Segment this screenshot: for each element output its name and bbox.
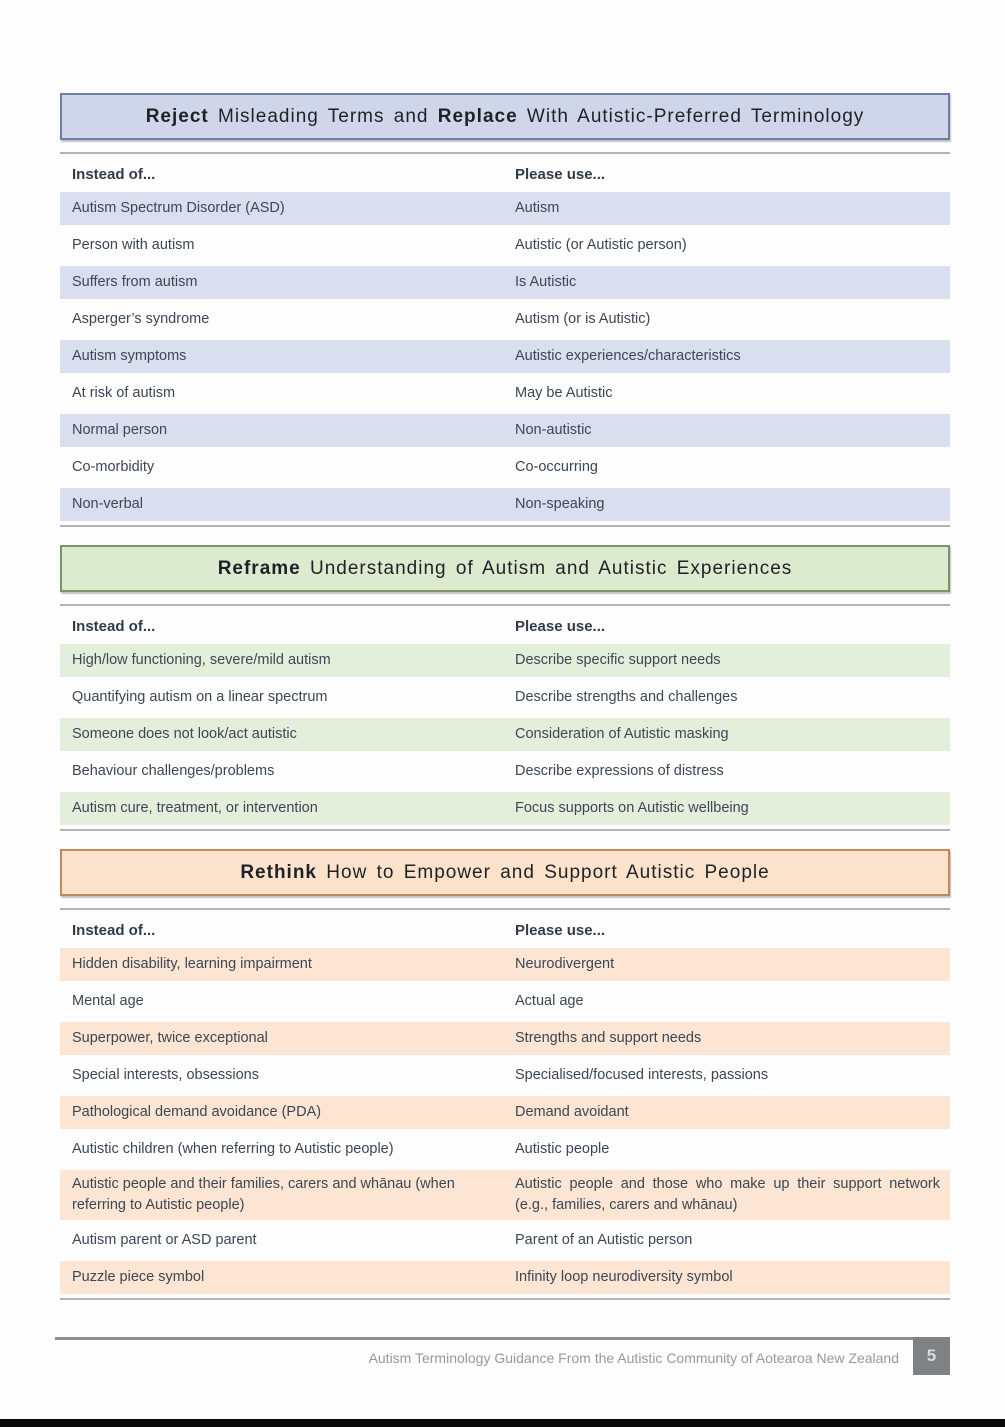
table-row [60,451,950,484]
sections-container [60,93,950,1300]
table-row [60,414,950,447]
cell-instead-of: Behaviour challenges/problems [72,762,275,779]
table-bottom-rule [60,829,950,831]
cell-please-use: Describe expressions of distress [515,762,724,779]
table-row [60,644,950,677]
cell-please-use: Specialised/focused interests, passions [515,1066,769,1083]
table-column-headers [60,154,950,192]
section-reframe [60,545,950,831]
cell-instead-of: Asperger’s syndrome [72,310,210,327]
cell-instead-of: Non-verbal [72,495,143,512]
column-header-instead-of: Instead of... [72,166,156,183]
table-row [60,1261,950,1294]
column-header-instead-of: Instead of... [72,922,156,939]
table-rows [60,644,950,825]
cell-instead-of: Someone does not look/act autistic [72,725,297,742]
column-header-please-use: Please use... [515,618,606,635]
cell-instead-of: Autistic people and their families, carers and whānau (when referring to Autistic people) [72,1176,455,1214]
section-title: Rethink How to Empower and Support Autistic People [240,861,770,883]
table-row [60,792,950,825]
cell-please-use: Strengths and support needs [515,1029,702,1046]
cell-please-use: Non-autistic [515,421,592,438]
table-bottom-rule [60,525,950,527]
table-row [60,1096,950,1129]
cell-please-use: Autism (or is Autistic) [515,310,651,327]
section-rethink [60,849,950,1300]
cell-please-use: Infinity loop neurodiversity symbol [515,1269,733,1286]
cell-please-use: Autism [515,199,560,216]
cell-instead-of: Mental age [72,992,144,1009]
table-row [60,1022,950,1055]
cell-please-use: May be Autistic [515,384,613,401]
table-row [60,681,950,714]
cell-instead-of: Autistic children (when referring to Autistic people) [72,1140,394,1157]
column-header-instead-of: Instead of... [72,618,156,635]
table-row [60,718,950,751]
cell-instead-of: Pathological demand avoidance (PDA) [72,1103,322,1120]
section-reject [60,93,950,527]
cell-instead-of: Special interests, obsessions [72,1066,259,1083]
cell-instead-of: Autism Spectrum Disorder (ASD) [72,199,285,216]
cell-instead-of: Normal person [72,421,168,438]
cell-please-use: Co-occurring [515,458,598,475]
column-header-please-use: Please use... [515,922,606,939]
cell-instead-of: Quantifying autism on a linear spectrum [72,688,328,705]
table-row [60,266,950,299]
page-number-badge: 5 [913,1337,950,1375]
cell-instead-of: Hidden disability, learning impairment [72,955,312,972]
table-row [60,488,950,521]
cell-instead-of: Suffers from autism [72,273,198,290]
footer-text: Autism Terminology Guidance From the Autistic Community of Aotearoa New Zealand [368,1350,899,1366]
table-row [60,1059,950,1092]
table-column-headers [60,606,950,644]
cell-please-use: Parent of an Autistic person [515,1232,693,1249]
table-row [60,192,950,225]
table-rows [60,192,950,521]
cell-please-use: Neurodivergent [515,955,615,972]
cell-instead-of: Autism parent or ASD parent [72,1232,257,1249]
cell-please-use: Describe specific support needs [515,651,721,668]
cell-please-use: Autistic (or Autistic person) [515,236,687,253]
cell-instead-of: Superpower, twice exceptional [72,1029,268,1046]
table-row [60,985,950,1018]
cell-please-use: Describe strengths and challenges [515,688,738,705]
table-bottom-rule [60,1298,950,1300]
table-row [60,1133,950,1166]
bottom-bar [0,1419,1005,1427]
table-row [60,229,950,262]
section-header [60,93,950,140]
table-row [60,303,950,336]
column-header-please-use: Please use... [515,166,606,183]
table-row [60,948,950,981]
table-column-headers [60,910,950,948]
table-rows [60,948,950,1294]
section-header [60,849,950,896]
footer-rule [55,1337,913,1340]
section-title: Reject Misleading Terms and Replace With Autistic-Preferred Terminology [145,105,865,127]
cell-instead-of: High/low functioning, severe/mild autism [72,651,331,668]
section-title: Reframe Understanding of Autism and Autistic Experiences [217,557,793,579]
section-header [60,545,950,592]
table-row [60,340,950,373]
cell-instead-of: Puzzle piece symbol [72,1269,205,1286]
cell-please-use: Non-speaking [515,495,605,512]
cell-please-use: Is Autistic [515,273,577,290]
table-row [60,755,950,788]
cell-please-use: Focus supports on Autistic wellbeing [515,799,749,816]
cell-please-use: Autistic experiences/characteristics [515,347,741,364]
cell-instead-of: Autism cure, treatment, or intervention [72,799,318,816]
cell-instead-of: Autism symptoms [72,347,187,364]
page-content [60,93,950,1318]
cell-please-use: Demand avoidant [515,1103,629,1120]
cell-instead-of: At risk of autism [72,384,176,401]
table-row [60,1170,950,1220]
table-row [60,1224,950,1257]
cell-instead-of: Co-morbidity [72,458,155,475]
cell-please-use: Actual age [515,992,584,1009]
cell-instead-of: Person with autism [72,236,195,253]
cell-please-use: Autistic people and those who make up their support network (e.g., families, carers and whānau) [515,1176,940,1214]
table-row [60,377,950,410]
cell-please-use: Consideration of Autistic masking [515,725,729,742]
cell-please-use: Autistic people [515,1140,610,1157]
